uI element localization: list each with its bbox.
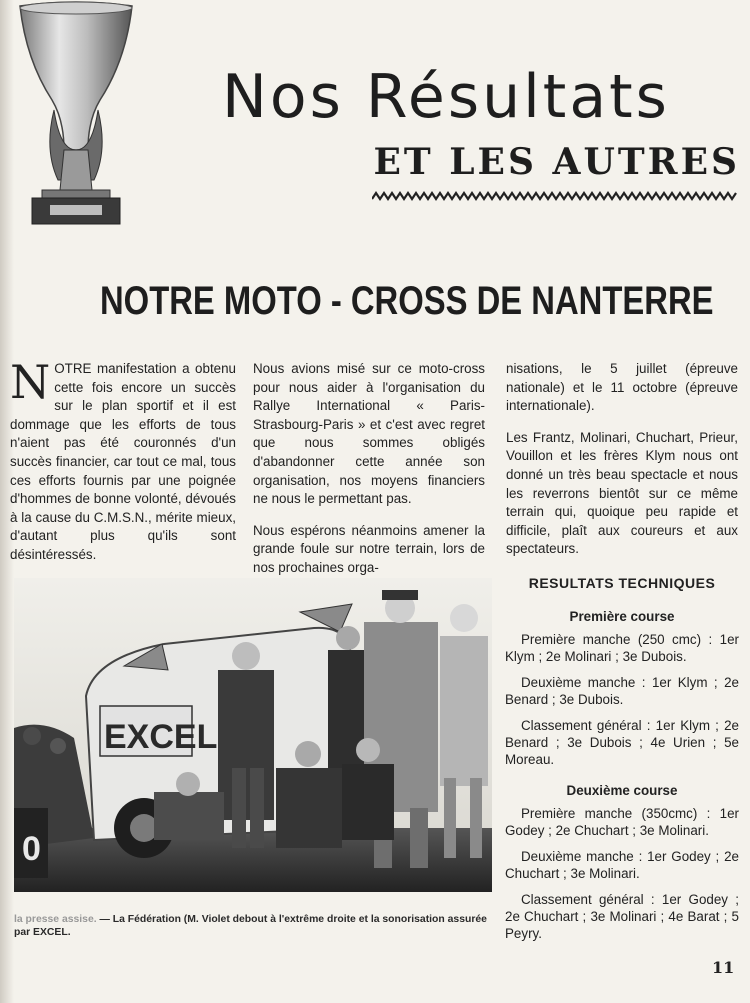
course-title: Deuxième course — [566, 783, 678, 798]
result-entry: Deuxième manche : 1er Godey ; 2e Chuchart ; 3e Molinari. — [505, 849, 739, 881]
article-title: NOTRE MOTO - CROSS DE NANTERRE — [100, 279, 714, 323]
result-entry: Classement général : 1er Klym ; 2e Benard ; 3e Dubois ; 4e Urien ; 5e Moreau. — [505, 718, 739, 767]
article-paragraph: Nous espérons néanmoins amener la grande foule sur notre terrain, lors de nos prochaines orga- — [253, 522, 485, 575]
article-column-2 — [253, 360, 485, 591]
page-title: Nos Résultats — [222, 62, 670, 132]
zigzag-divider — [372, 190, 738, 202]
caption-text: — La Fédération (M. Violet debout à l'extrême droite et la sonorisation assurée par EXCEL. — [14, 914, 487, 938]
article-paragraph — [10, 355, 236, 565]
result-entry: Première manche (250 cmc) : 1er Klym ; 2e Molinari ; 3e Dubois. — [505, 632, 739, 664]
article-paragraph: nisations, le 5 juillet (épreuve nationale) et le 11 octobre (épreuve internationale). — [506, 361, 738, 414]
page-number: 11 — [712, 958, 735, 977]
drop-cap: N — [10, 355, 51, 409]
article-paragraph: Les Frantz, Molinari, Chuchart, Prieur, Vouillon et les frères Klym nous ont donné un très beau spectacle et nous les reverrons bientôt sur ce même terrain qui, quoique peu rapide et difficile, plaît aux coureurs et aux spectateurs. — [506, 429, 738, 557]
article-paragraph: Nous avions misé sur ce moto-cross pour nous aider à l'organisation du Rallye International « Paris-Strasbourg-Paris » et c'est avec regret que nous sommes obligés d'abandonner cette année son organisation, nos moyens financiers ne nous le permettant pas. — [253, 361, 485, 507]
result-entry: Première manche (350cmc) : 1er Godey ; 2e Chuchart ; 3e Molinari. — [505, 806, 739, 838]
article-column-3 — [506, 360, 738, 572]
van-sign: EXCEL — [104, 718, 218, 756]
paragraph-text: OTRE manifestation a obtenu cette fois encore un succès sur le plan sportif et il est dommage que les efforts de tous n'aient pas été couronnés d'un succès financier, car tout ce mal, tous ces efforts fournis par une poignée d'hommes de bonne volonté, dévoués à la cause du C.M.S.N., mérite mieux, d'autant plus qu'ils sont désintéressés. — [10, 361, 236, 562]
article-column-1 — [10, 355, 236, 578]
results-heading: RESULTATS TECHNIQUES — [528, 575, 716, 591]
results-section — [505, 575, 739, 951]
caption-lead: la presse assise. — [14, 914, 97, 925]
trophy-icon — [14, 0, 138, 228]
vehicle-plate: 0 — [22, 830, 41, 868]
result-entry: Deuxième manche : 1er Klym ; 2e Benard ; 3e Dubois. — [505, 675, 739, 707]
result-entry: Classement général : 1er Godey ; 2e Chuchart ; 3e Molinari ; 4e Barat ; 5 Peyry. — [505, 892, 739, 941]
course-title: Première course — [569, 609, 675, 624]
photo-caption — [14, 913, 490, 939]
page-subtitle: ET LES AUTRES — [373, 141, 740, 183]
event-photo — [14, 578, 492, 892]
